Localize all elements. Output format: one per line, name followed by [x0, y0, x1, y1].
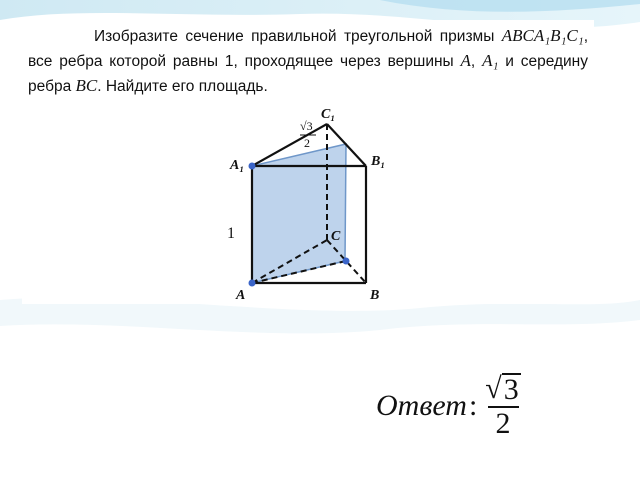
problem-line-3-post: . Найдите его площадь. — [97, 78, 268, 95]
fraction-denominator: 2 — [488, 406, 519, 440]
label-c: C — [331, 229, 341, 244]
answer-fraction — [483, 372, 522, 440]
separator: , — [470, 53, 483, 70]
dot-a1 — [249, 163, 256, 170]
fraction-numerator — [483, 372, 522, 406]
vertex-a: A — [460, 51, 471, 70]
label-a: A — [236, 288, 246, 303]
answer — [376, 366, 523, 446]
sqrt-argument: 3 — [503, 373, 519, 406]
dot-a — [249, 280, 256, 287]
label-sqrt3: √3 — [300, 119, 313, 133]
cross-section — [252, 144, 346, 283]
label-c1: C₁ — [321, 107, 336, 122]
label-edge-length: 1 — [227, 225, 235, 242]
problem-line-1: Изобразите сечение правильной треугольной призмы — [94, 28, 495, 45]
label-b1: B₁ — [371, 154, 386, 169]
sqrt-icon: √ — [485, 372, 502, 405]
label-two: 2 — [304, 136, 310, 150]
label-b: B — [370, 288, 380, 303]
problem-line-2: , все ребра которой равны 1, проходящее через — [28, 28, 588, 70]
dot-midpoint-bc — [343, 258, 350, 265]
vertex-a1: A₁ — [482, 51, 499, 70]
sqrt3-over-2-label — [300, 119, 316, 150]
problem-line-3-mid: и середину ребра — [28, 53, 588, 95]
label-a1: A₁ — [230, 158, 245, 173]
prism-name: ABCA₁B₁C₁ — [501, 26, 584, 45]
answer-colon: : — [468, 389, 478, 422]
edge-bc: BC — [75, 76, 98, 95]
problem-line-3-pre: вершины — [387, 53, 461, 70]
answer-label: Ответ — [376, 389, 467, 422]
